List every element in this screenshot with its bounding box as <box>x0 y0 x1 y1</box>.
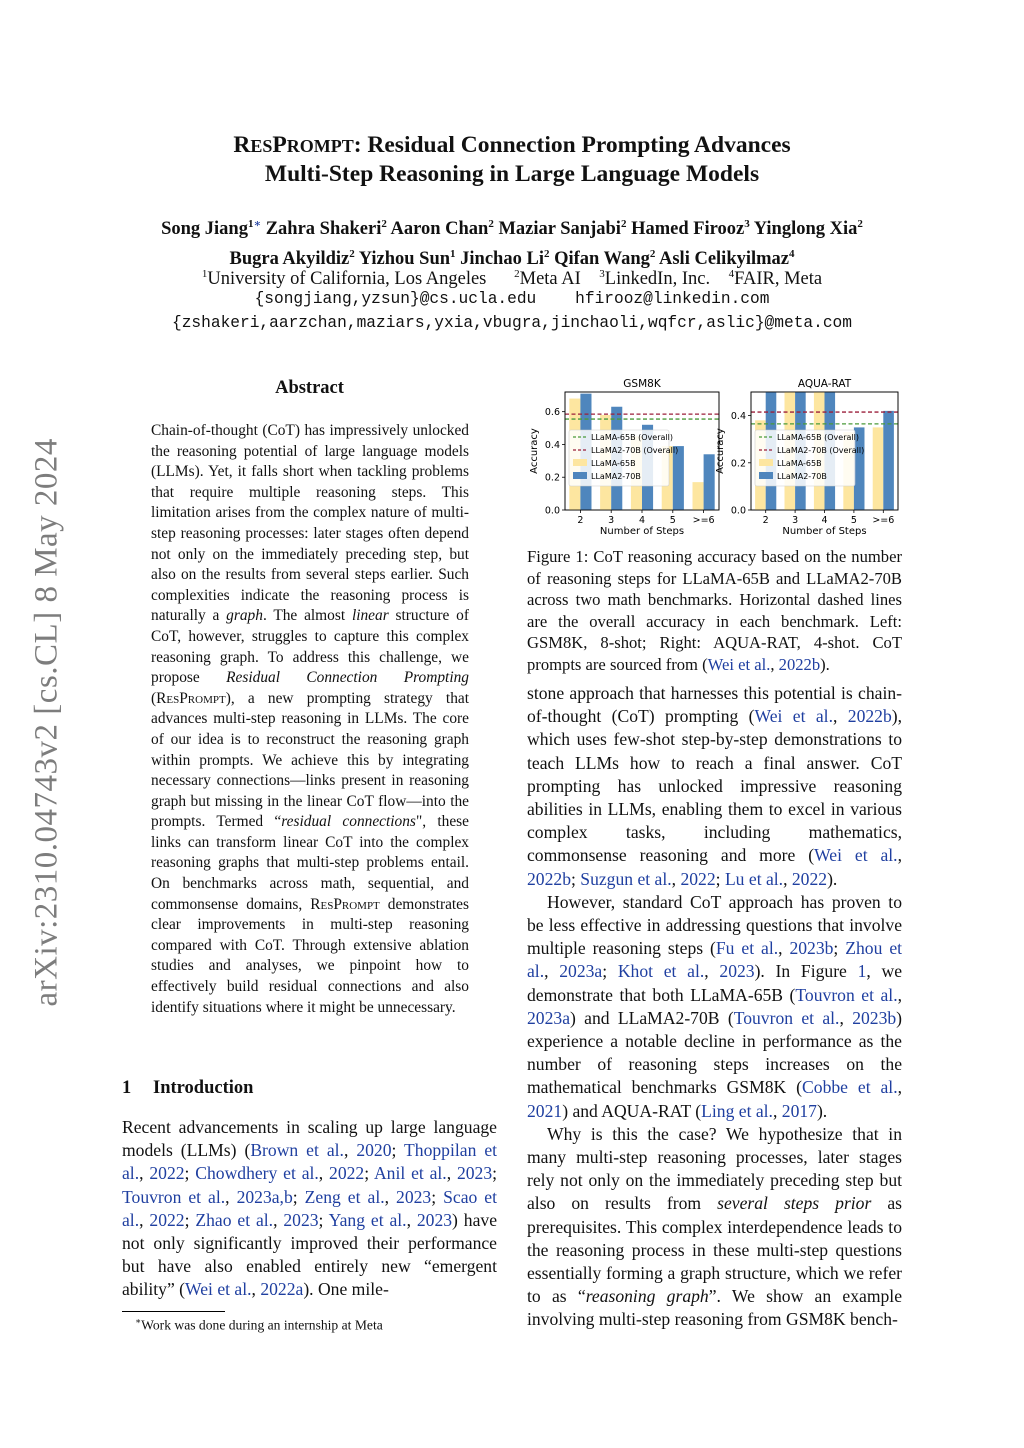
bar-llama2-70b <box>883 411 894 510</box>
legend-label: LLaMA-65B (Overall) <box>591 433 673 442</box>
citation-link[interactable]: Touvron et al., 2023b <box>733 1007 897 1028</box>
author-list: Song Jiang$^{1∗}$ Zahra Shakeri$^2$ Aaron Chan$^2$ Maziar Sanjabi$^2$ Hamed Firooz$^3$ Yinglong Xia$^2$ Bugra Akyildiz$^2$ Yizhou Sun$^1$ Jinchao Li$^2$ Qifan Wang$^2$ Asli Celikyilmaz$^4$ <box>161 218 863 270</box>
x-tick-label: 5 <box>850 515 857 526</box>
email-line-1: {songjiang,yzsun}@cs.ucla.edu hfirooz@linkedin.com <box>254 290 770 308</box>
arxiv-stamp: arXiv:2310.04743v2 [cs.CL] 8 May 2024 <box>28 438 65 1007</box>
author: Song Jiang <box>161 219 248 240</box>
affiliations: $^1$University of California, Los Angeles $^2$Meta AI $^3$LinkedIn, Inc. $^4$FAIR, Meta <box>201 268 823 290</box>
x-tick-label: 2 <box>762 515 769 526</box>
figure-ref-link[interactable]: 1 <box>857 961 867 982</box>
figure-1-charts <box>527 376 902 542</box>
author: Aaron Chan <box>390 219 489 240</box>
paragraph: stone approach that harnesses this potential is chain-of-thought (CoT) prompting (Wei et al., 2022b), which uses few-shot step-by-step demonstrations to teach LLMs how to reach a final answer. CoT prompting has unlocked impressive reasoning abilities in LLMs, enabling them to excel in various complex tasks, including mathematics, commonsense reasoning and more (Wei et al., 2022b; Suzgun et al., 2022; Lu et al., 2022). <box>527 683 903 889</box>
y-axis-label: Accuracy <box>529 428 540 474</box>
intro-paragraph-1: Recent advancements in scaling up large language models (LLMs) (Brown et al., 2020; Thoppilan et al., 2022; Chowdhery et al., 2022; Anil et al., 2023; Touvron et al., 2023a,b; Zeng et al., 2023; Scao et al., 2022; Zhao et al., 2023; Yang et al., 2023) have not only significantly improved their performance but have also enabled entirely new “emergent ability” (Wei et al., 2022a). One mile- <box>122 1117 498 1300</box>
title-line1: : Residual Connection Prompting Advances <box>353 132 791 158</box>
x-tick-label: 5 <box>669 515 676 526</box>
citation-link[interactable]: Yang et al., 2023 <box>328 1209 453 1230</box>
author: Yizhou Sun <box>358 249 451 270</box>
chart-title: GSM8K <box>623 378 661 390</box>
legend-label: LLaMA2-70B <box>777 472 827 481</box>
figure-caption: Figure 1: CoT reasoning accuracy based on the number of reasoning steps for LLaMA-65B and LLaMA2-70B across two math benchmarks. Horizontal dashed lines are the overall accuracy in each benchmark. Left: GSM8K, 8-shot; Right: AQUA-RAT, 4-shot. CoT prompts are sourced from (Wei et al., 2022b). <box>527 547 902 674</box>
legend-label: LLaMA2-70B (Overall) <box>777 446 865 455</box>
legend-swatch <box>759 472 773 479</box>
legend-label: LLaMA-65B <box>777 459 822 468</box>
footnote-rule <box>122 1311 225 1312</box>
author: Maziar Sanjabi <box>498 219 621 240</box>
citation-link[interactable]: Brown et al., 2020 <box>250 1140 392 1161</box>
abstract-body: Chain-of-thought (CoT) has impressively unlocked the reasoning potential of large language models (LLMs). Yet, it falls short when tackling problems that require multiple reasoning steps. This limitation arises from the complex nature of multi-step reasoning processes: later stages often depend not only on the immediately preceding step, but also on the results from several steps earlier. Such complexities indicate the reasoning process is naturally a graph. The almost linear structure of CoT, however, struggles to capture this complex reasoning graph. To address this challenge, we propose Residual Connection Prompting (ResPrompt), a new prompting strategy that advances multi-step reasoning in LLMs. The core of our idea is to reconstruct the reasoning graph within prompts. We achieve this by integrating necessary connections—links present in reasoning graph but missing in the linear CoT flow—into the prompts. Termed “residual connections", these links can transform linear CoT into the complex reasoning graphs that multi-step problems entail. On benchmarks across math, sequential, and commonsense domains, ResPrompt demonstrates clear improvements in multi-step reasoning compared with CoT. Through extensive ablation studies and analyses, we pinpoint how to effectively build residual connections and also identify situations where it might be unnecessary. <box>151 422 469 1016</box>
chart-title: AQUA-RAT <box>797 378 852 390</box>
title-line2: Multi-Step Reasoning in Large Language Models <box>264 161 760 187</box>
legend-label: LLaMA-65B (Overall) <box>777 433 859 442</box>
paper-title <box>0 131 1024 188</box>
chart-aqua-rat <box>715 378 898 537</box>
bar-llama-65b <box>693 482 704 510</box>
citation-link[interactable]: Lu et al., 2022 <box>724 868 828 889</box>
y-tick-label: 0.2 <box>730 458 746 470</box>
citation-link[interactable]: Scao et al., 2022 <box>122 1186 497 1230</box>
section-heading-introduction: 1 Introduction <box>122 1078 254 1098</box>
x-tick-label: >=6 <box>692 515 715 526</box>
y-tick-label: 0.4 <box>730 411 746 423</box>
x-axis-label: Number of Steps <box>599 526 685 537</box>
citation-link[interactable]: Fu et al., 2023b <box>715 938 834 959</box>
citation-link[interactable]: Khot et al., 2023 <box>617 961 755 982</box>
y-axis-label: Accuracy <box>715 428 726 474</box>
citation-link[interactable]: Zhou et al., 2023a <box>527 938 903 982</box>
citation-link[interactable]: Wei et al., 2022b <box>527 845 902 889</box>
bar-llama2-70b <box>673 446 684 510</box>
legend-label: LLaMA2-70B (Overall) <box>591 446 679 455</box>
citation-link[interactable]: Anil et al., 2023 <box>373 1163 493 1184</box>
paragraph: Why is this the case? We hypothesize that in many multi-step reasoning processes, later stages rely not only on the immediately preceding step but also on results from several steps prior as prerequisites. This complex interdependence leads to the reasoning process in these multi-step questions essentially forming a graph structure, which we refer to as “reasoning graph”. We show an example involving multi-step reasoning from GSM8K bench- <box>527 1123 903 1330</box>
x-tick-label: 3 <box>608 515 615 526</box>
citation-link[interactable]: Cobbe et al., 2021 <box>527 1077 902 1121</box>
author: Jinchao Li <box>460 249 544 270</box>
citation-link[interactable]: Suzgun et al., 2022 <box>580 868 716 889</box>
citation-link[interactable]: Touvron et al., 2023a,b <box>122 1186 293 1207</box>
author: Qifan Wang <box>554 249 650 270</box>
citation-link[interactable]: Zhao et al., 2023 <box>195 1209 319 1230</box>
x-tick-label: 3 <box>792 515 799 526</box>
author: Yinglong Xia <box>753 219 858 240</box>
x-tick-label: 4 <box>821 515 828 526</box>
footnote: ∗Work was done during an internship at Meta <box>135 1316 383 1333</box>
y-tick-label: 0.0 <box>730 505 746 517</box>
y-tick-label: 0.2 <box>544 472 560 484</box>
citation-link[interactable]: Thoppilan et al., 2022 <box>122 1140 498 1184</box>
author: Bugra Akyildiz <box>229 249 350 270</box>
author: Hamed Firooz <box>631 219 745 240</box>
author: Zahra Shakeri <box>265 219 382 240</box>
legend-swatch <box>573 459 587 466</box>
citation-link[interactable]: Zeng et al., 2023 <box>304 1186 432 1207</box>
citation-link[interactable]: Wei et al., 2022b <box>707 654 821 674</box>
author: Asli Celikyilmaz <box>659 249 790 270</box>
y-tick-label: 0.4 <box>544 439 560 451</box>
abstract-heading: Abstract <box>275 378 344 398</box>
citation-link[interactable]: Wei et al., 2022a <box>185 1279 304 1300</box>
paragraph: However, standard CoT approach has proven to be less effective in addressing questions that involve multiple reasoning steps (Fu et al., 2023b; Zhou et al., 2023a; Khot et al., 2023). In Figure 1, we demonstrate that both LLaMA-65B (Touvron et al., 2023a) and LLaMA2-70B (Touvron et al., 2023b) experience a notable decline in performance as the number of reasoning steps increases on the mathematical benchmarks GSM8K (Cobbe et al., 2021) and AQUA-RAT (Ling et al., 2017). <box>527 891 903 1121</box>
citation-link[interactable]: Wei et al., 2022b <box>754 706 892 727</box>
email-line-2: {zshakeri,aarzchan,maziars,yxia,vbugra,jinchaoli,wqfcr,aslic}@meta.com <box>172 314 852 332</box>
y-tick-label: 0.0 <box>544 505 560 517</box>
x-tick-label: 4 <box>638 515 646 526</box>
chart-gsm8k <box>529 378 719 537</box>
x-tick-label: 2 <box>577 515 584 526</box>
title-respromt: RESPROMPT <box>233 132 354 158</box>
legend-label: LLaMA2-70B <box>591 472 641 481</box>
legend-label: LLaMA-65B <box>591 459 636 468</box>
y-tick-label: 0.6 <box>544 407 560 419</box>
legend-swatch <box>573 472 587 479</box>
x-axis-label: Number of Steps <box>782 526 867 537</box>
citation-link[interactable]: Ling et al., 2017 <box>701 1100 817 1121</box>
citation-link[interactable]: Touvron et al., 2023a <box>527 984 902 1028</box>
x-tick-label: >=6 <box>872 515 895 526</box>
legend-swatch <box>759 459 773 466</box>
bar-llama-65b <box>873 427 884 510</box>
citation-link[interactable]: Chowdhery et al., 2022 <box>195 1163 365 1184</box>
right-column-body <box>527 682 902 1332</box>
bar-llama2-70b <box>704 454 715 510</box>
